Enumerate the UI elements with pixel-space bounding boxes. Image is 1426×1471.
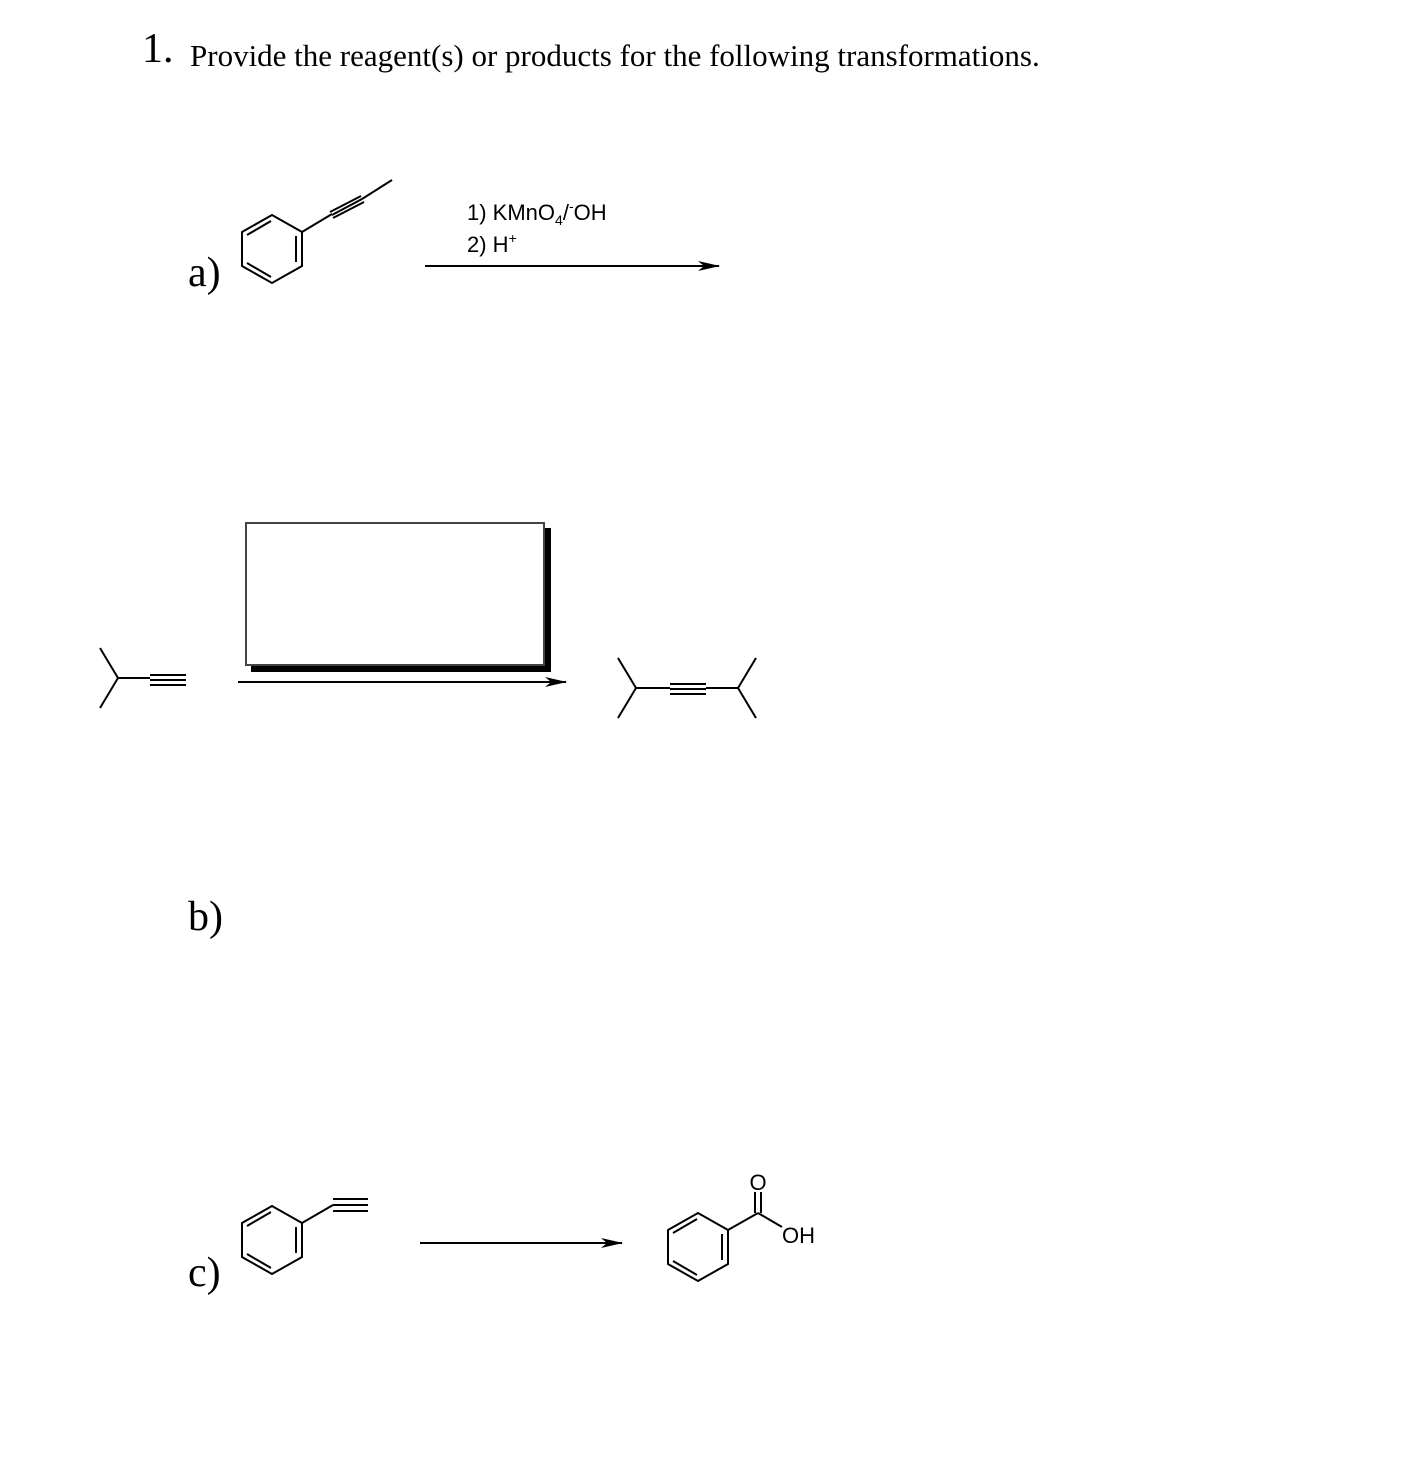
part-a-starting-material (242, 180, 392, 283)
part-c-starting-material (242, 1199, 368, 1274)
carbonyl-oxygen-label: O (749, 1170, 767, 1195)
question-text: Provide the reagent(s) or products for the following transformations. (190, 38, 1040, 73)
part-c-label: c) (188, 1250, 221, 1296)
part-a-reagent-line2: 2) H+ (467, 230, 517, 257)
part-b-starting-material (100, 648, 186, 708)
part-a-reagent-line1: 1) KMnO$_4$/-OH (467, 198, 607, 228)
question-number: 1. (142, 26, 174, 72)
part-b-product (618, 658, 756, 718)
part-a-label: a) (188, 250, 221, 296)
hydroxyl-label: OH (782, 1223, 815, 1248)
part-c-product (668, 1192, 782, 1281)
part-b-label: b) (188, 894, 223, 940)
